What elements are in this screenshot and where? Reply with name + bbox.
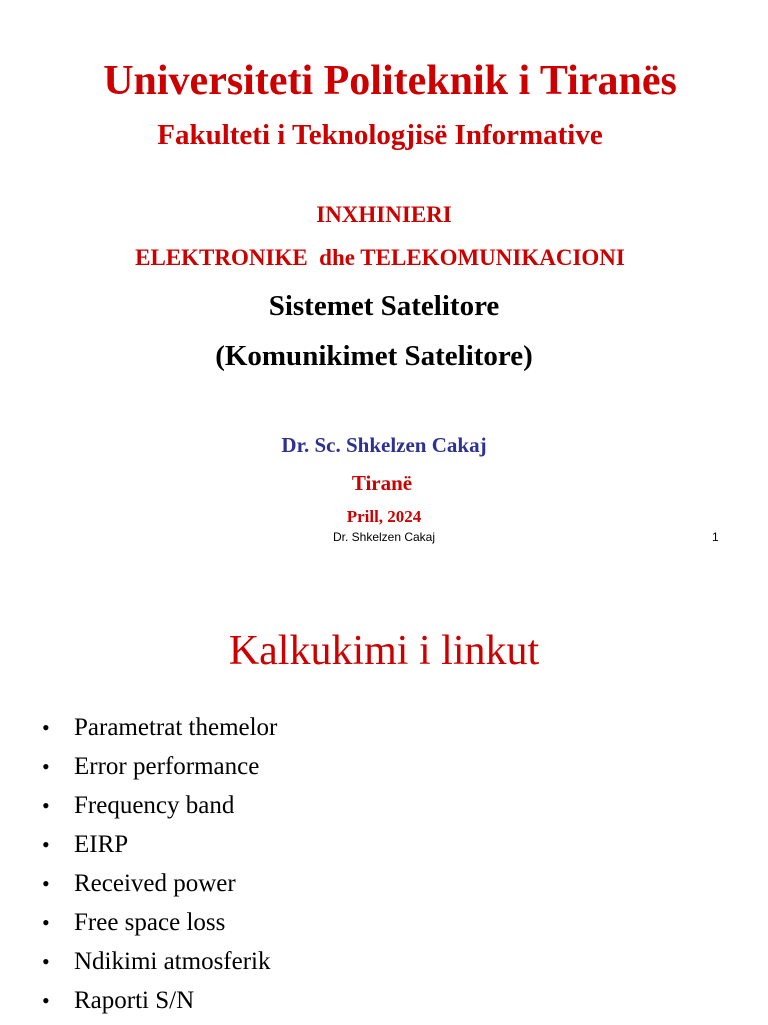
content-slide bbox=[0, 556, 768, 1024]
list-item bbox=[42, 791, 277, 830]
list-item-text: EIRP bbox=[74, 831, 129, 858]
bullet-icon: • bbox=[42, 754, 50, 779]
bullet-icon: • bbox=[42, 832, 50, 857]
list-item-text: Received power bbox=[74, 870, 236, 897]
city-name: Tiranë bbox=[351, 471, 413, 495]
footer-author: Dr. Shkelzen Cakaj bbox=[332, 530, 436, 544]
list-item-text: Error performance bbox=[74, 753, 260, 780]
list-item bbox=[42, 947, 277, 986]
university-title: Universiteti Politeknik i Tiranës bbox=[103, 58, 677, 104]
program-line-1: INXHINIERI bbox=[316, 202, 452, 227]
bullet-icon: • bbox=[42, 910, 50, 935]
author-name: Dr. Sc. Shkelzen Cakaj bbox=[281, 433, 487, 457]
list-item bbox=[42, 713, 277, 752]
list-item bbox=[42, 869, 277, 908]
bullet-icon: • bbox=[42, 949, 50, 974]
bullet-icon: • bbox=[42, 988, 50, 1013]
list-item bbox=[42, 830, 277, 869]
bullet-icon: • bbox=[42, 793, 50, 818]
bullet-icon: • bbox=[42, 871, 50, 896]
list-item-text: Parametrat themelor bbox=[74, 714, 278, 741]
bullet-list bbox=[42, 713, 277, 1025]
presentation-date: Prill, 2024 bbox=[346, 507, 422, 526]
list-item-text: Ndikimi atmosferik bbox=[74, 948, 271, 975]
list-item-text: Frequency band bbox=[74, 792, 235, 819]
list-item-text: Raporti S/N bbox=[74, 987, 195, 1014]
list-item bbox=[42, 986, 277, 1025]
list-item bbox=[42, 908, 277, 947]
course-subtitle: (Komunikimet Satelitore) bbox=[215, 340, 533, 372]
list-item-text: Free space loss bbox=[74, 909, 226, 936]
program-line-2: ELEKTRONIKE dhe TELEKOMUNIKACIONI bbox=[135, 245, 625, 270]
bullet-icon: • bbox=[42, 715, 50, 740]
course-title: Sistemet Satelitore bbox=[268, 290, 500, 322]
slide-title: Kalkukimi i linkut bbox=[228, 628, 540, 674]
page-number: 1 bbox=[712, 530, 719, 544]
list-item bbox=[42, 752, 277, 791]
faculty-title: Fakulteti i Teknologjisë Informative bbox=[157, 119, 603, 151]
